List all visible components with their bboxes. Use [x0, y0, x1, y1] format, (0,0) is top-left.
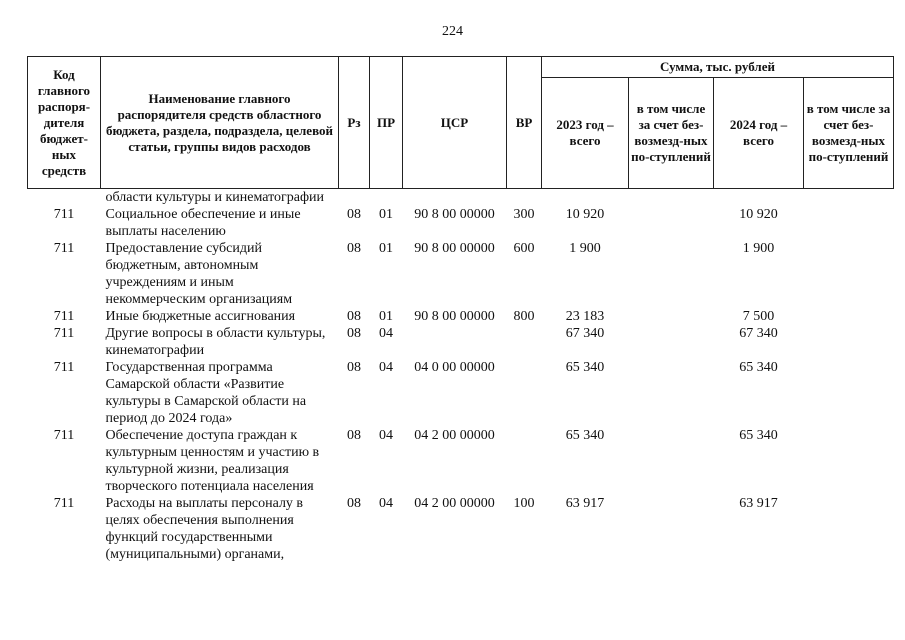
cell-y2023: 67 340: [565, 326, 605, 341]
cell-code: 711: [53, 360, 75, 375]
cell-pr: [370, 189, 403, 207]
table-row: [28, 495, 894, 563]
table-row: [28, 206, 894, 240]
cell-vr: [507, 359, 542, 427]
cell-csr: [403, 189, 507, 207]
cell-y2024: 1 900: [742, 241, 775, 256]
cell-rz: 08: [347, 241, 361, 256]
table-row: [28, 359, 894, 427]
cell-name: Государственная программа Самарской области «Развитие культуры в Самарской области на период до 2024 года»: [105, 360, 307, 426]
table-row: [28, 189, 894, 207]
cell-pr: 04: [379, 326, 393, 341]
cell-y2024-free: [804, 189, 894, 207]
header-2023-total: 2023 год – всего: [542, 78, 629, 189]
cell-y2023: [542, 189, 629, 207]
header-pr: ПР: [370, 57, 403, 189]
cell-code: 711: [53, 496, 75, 511]
cell-y2024-free: [804, 495, 894, 563]
header-2023-free: в том числе за счет без-возмезд-ных по-ступлений: [629, 78, 714, 189]
cell-y2023-free: [629, 308, 714, 325]
header-csr: ЦСР: [403, 57, 507, 189]
cell-rz: 08: [347, 360, 361, 375]
table-header: [28, 57, 894, 189]
cell-name: области культуры и кинематографии: [105, 190, 325, 205]
cell-y2024: 65 340: [739, 360, 778, 375]
budget-table: [27, 56, 894, 563]
cell-y2023-free: [629, 427, 714, 495]
cell-y2023: 10 920: [565, 207, 605, 222]
header-name: Наименование главного распорядителя средств областного бюджета, раздела, подраздела, целевой статьи, группы видов расходов: [101, 57, 339, 189]
cell-y2024: 63 917: [739, 496, 778, 511]
cell-pr: 04: [379, 360, 393, 375]
cell-csr: 04 2 00 00000: [414, 428, 495, 443]
header-2024-total: 2024 год – всего: [714, 78, 804, 189]
cell-vr: [507, 427, 542, 495]
cell-name: Иные бюджетные ассигнования: [105, 309, 296, 324]
cell-name: Обеспечение доступа граждан к культурным ценностям и участию в культурной жизни, реализация творческого потенциала населения: [105, 428, 320, 494]
cell-rz: 08: [347, 309, 361, 324]
cell-y2023-free: [629, 359, 714, 427]
header-code: Код главного распоря-дителя бюджет-ных средств: [28, 57, 101, 189]
cell-y2024-free: [804, 325, 894, 359]
cell-vr: 100: [513, 496, 535, 511]
table-row: [28, 308, 894, 325]
table-body: [28, 189, 894, 564]
cell-rz: 08: [347, 207, 361, 222]
page-number: 224: [442, 24, 463, 39]
cell-y2023-free: [629, 325, 714, 359]
cell-y2024-free: [804, 308, 894, 325]
cell-y2023: 23 183: [565, 309, 605, 324]
cell-csr: 90 8 00 00000: [414, 309, 495, 324]
cell-y2023-free: [629, 240, 714, 308]
cell-vr: [507, 189, 542, 207]
cell-pr: 01: [379, 241, 393, 256]
cell-vr: 300: [513, 207, 535, 222]
cell-name: Предоставление субсидий бюджетным, автономным учреждениям и иным некоммерческим организациям: [105, 241, 293, 307]
cell-csr: 90 8 00 00000: [414, 207, 495, 222]
table-row: [28, 325, 894, 359]
cell-y2023-free: [629, 206, 714, 240]
cell-csr: 90 8 00 00000: [414, 241, 495, 256]
cell-y2024: 7 500: [742, 309, 775, 324]
cell-y2024: 67 340: [739, 326, 778, 341]
cell-rz: 08: [347, 326, 361, 341]
header-rz: Рз: [339, 57, 370, 189]
cell-y2024: 10 920: [739, 207, 778, 222]
cell-y2024: 65 340: [739, 428, 778, 443]
cell-code: 711: [53, 241, 75, 256]
cell-name: Другие вопросы в области культуры, кинематографии: [105, 326, 326, 358]
cell-vr: 600: [513, 241, 535, 256]
header-sum: Сумма, тыс. рублей: [542, 57, 894, 78]
table-row: [28, 427, 894, 495]
cell-pr: 04: [379, 428, 393, 443]
cell-y2024-free: [804, 206, 894, 240]
cell-code: 711: [53, 207, 75, 222]
cell-y2024: [714, 189, 804, 207]
header-2024-free: в том числе за счет без-возмезд-ных по-ступлений: [804, 78, 894, 189]
cell-y2023-free: [629, 495, 714, 563]
cell-code: [28, 189, 101, 207]
cell-y2024-free: [804, 240, 894, 308]
header-vr: ВР: [507, 57, 542, 189]
cell-rz: [339, 189, 370, 207]
cell-y2023: 63 917: [565, 496, 605, 511]
cell-code: 711: [53, 309, 75, 324]
cell-csr: 04 2 00 00000: [414, 496, 495, 511]
cell-y2024-free: [804, 359, 894, 427]
cell-y2023-free: [629, 189, 714, 207]
cell-code: 711: [53, 428, 75, 443]
cell-y2024-free: [804, 427, 894, 495]
cell-csr: [403, 325, 507, 359]
cell-rz: 08: [347, 496, 361, 511]
cell-y2023: 1 900: [569, 241, 601, 256]
cell-rz: 08: [347, 428, 361, 443]
cell-vr: [507, 325, 542, 359]
cell-name: Социальное обеспечение и иные выплаты населению: [105, 207, 301, 239]
cell-csr: 04 0 00 00000: [414, 360, 495, 375]
table-row: [28, 240, 894, 308]
cell-name: Расходы на выплаты персоналу в целях обеспечения выполнения функций государственными (муниципальными) органами,: [105, 496, 304, 562]
cell-pr: 01: [379, 309, 393, 324]
cell-y2023: 65 340: [565, 360, 605, 375]
cell-pr: 04: [379, 496, 393, 511]
cell-code: 711: [53, 326, 75, 341]
cell-y2023: 65 340: [565, 428, 605, 443]
cell-pr: 01: [379, 207, 393, 222]
cell-vr: 800: [513, 309, 535, 324]
